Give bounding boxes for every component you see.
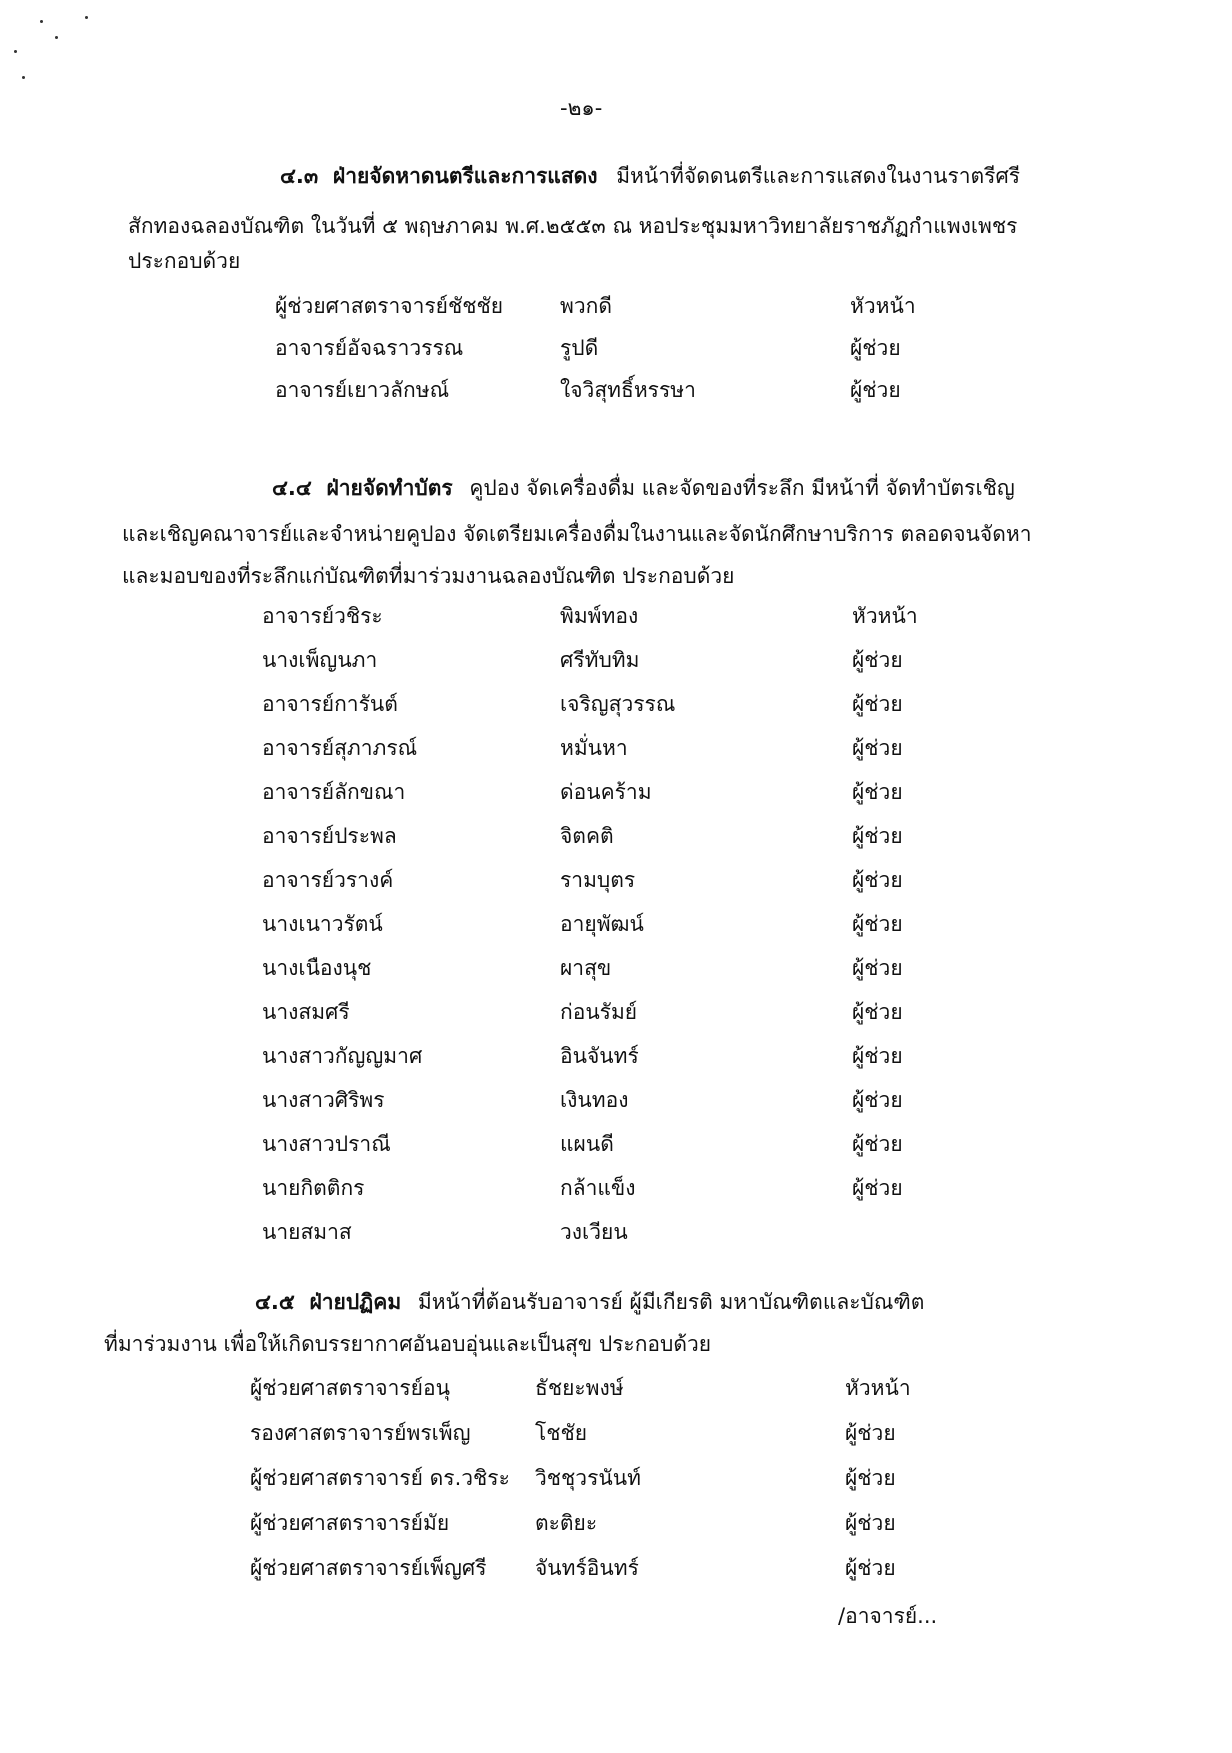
member-role: ผู้ช่วย (852, 1088, 903, 1112)
member-name: นางสาวศิริพร (262, 1088, 385, 1112)
member-role: ผู้ช่วย (845, 1421, 896, 1445)
member-surname: ก่อนรัมย์ (560, 1000, 638, 1024)
member-role: ผู้ช่วย (852, 648, 903, 672)
member-name: นายสมาส (262, 1220, 352, 1244)
member-surname: เงินทอง (560, 1088, 629, 1112)
member-role: ผู้ช่วย (852, 1000, 903, 1024)
scan-speck (55, 36, 58, 39)
member-role: ผู้ช่วย (852, 1044, 903, 1068)
member-surname: จิตคติ (560, 824, 614, 848)
section-4-3-line2: สักทองฉลองบัณฑิต ในวันที่ ๕ พฤษภาคม พ.ศ.๒๕๕๓ ณ หอประชุมมหาวิทยาลัยราชภัฏกำแพงเพชร (128, 214, 1018, 238)
member-surname: กล้าแข็ง (560, 1176, 636, 1200)
member-name: ผู้ช่วยศาสตราจารย์ ดร.วชิระ (250, 1466, 510, 1490)
member-surname: ใจวิสุทธิ์หรรษา (560, 378, 696, 402)
member-name: อาจารย์ลักขณา (262, 780, 406, 804)
scan-speck (14, 50, 17, 53)
member-role: ผู้ช่วย (852, 736, 903, 760)
member-role: ผู้ช่วย (852, 1176, 903, 1200)
member-role: ผู้ช่วย (850, 336, 901, 360)
member-name: อาจารย์ประพล (262, 824, 397, 848)
member-surname: วงเวียน (560, 1220, 628, 1244)
section-4-4-line1 (272, 472, 1015, 505)
scan-speck (40, 20, 43, 23)
member-name: นางสมศรี (262, 1000, 350, 1024)
member-role: ผู้ช่วย (845, 1556, 896, 1580)
section-4-3-line1 (280, 160, 1020, 193)
member-surname: พวกดี (560, 294, 612, 318)
member-name: นางเนืองนุช (262, 956, 372, 980)
member-role: หัวหน้า (852, 604, 918, 628)
member-surname: อายุพัฒน์ (560, 912, 644, 936)
member-surname: อินจันทร์ (560, 1044, 639, 1068)
member-surname: แผนดี (560, 1132, 614, 1156)
member-name: อาจารย์วชิระ (262, 604, 383, 628)
member-role: ผู้ช่วย (852, 956, 903, 980)
section-title: ฝ่ายจัดทำบัตร (326, 476, 453, 500)
section-number: ๔.๓ (280, 164, 319, 188)
section-title: ฝ่ายจัดหาดนตรีและการแสดง (332, 164, 598, 188)
member-name: อาจารย์สุภาภรณ์ (262, 736, 418, 760)
member-surname: ด่อนคร้าม (560, 780, 652, 804)
member-name: อาจารย์การันต์ (262, 692, 398, 716)
member-surname: ธัชยะพงษ์ (535, 1376, 624, 1400)
member-name: นางเนาวรัตน์ (262, 912, 383, 936)
section-4-4-line2: และเชิญคณาจารย์และจำหน่ายคูปอง จัดเตรียมเครื่องดื่มในงานและจัดนักศึกษาบริการ ตลอดจนจัดหา (122, 522, 1032, 546)
member-role: ผู้ช่วย (852, 824, 903, 848)
section-4-4-line3: และมอบของที่ระลึกแก่บัณฑิตที่มาร่วมงานฉลองบัณฑิต ประกอบด้วย (122, 564, 735, 588)
scan-speck (85, 16, 88, 19)
page-number: -๒๑- (560, 96, 603, 120)
section-text: มีหน้าที่จัดดนตรีและการแสดงในงานราตรีศรี (616, 164, 1021, 188)
scan-speck (22, 76, 25, 79)
member-role: ผู้ช่วย (852, 692, 903, 716)
member-role: ผู้ช่วย (845, 1511, 896, 1535)
member-surname: รามบุตร (560, 868, 636, 892)
member-name: นางเพ็ญนภา (262, 648, 378, 672)
section-title: ฝ่ายปฏิคม (309, 1290, 402, 1314)
section-number: ๔.๕ (255, 1290, 295, 1314)
member-surname: รูปดี (560, 336, 599, 360)
continuation-note: /อาจารย์... (838, 1604, 938, 1628)
member-surname: เจริญสุวรรณ (560, 692, 676, 716)
member-role: ผู้ช่วย (850, 378, 901, 402)
member-name: รองศาสตราจารย์พรเพ็ญ (250, 1421, 471, 1445)
member-surname: วิชชุวรนันท์ (535, 1466, 641, 1490)
member-surname: โชชัย (535, 1421, 588, 1445)
section-4-3-line3: ประกอบด้วย (128, 249, 241, 273)
member-name: ผู้ช่วยศาสตราจารย์ชัชชัย (275, 294, 504, 318)
member-name: อาจารย์เยาวลักษณ์ (275, 378, 450, 402)
member-role: ผู้ช่วย (852, 912, 903, 936)
member-name: นางสาวกัญญมาศ (262, 1044, 423, 1068)
member-role: ผู้ช่วย (852, 1132, 903, 1156)
member-name: นางสาวปราณี (262, 1132, 391, 1156)
member-name: อาจารย์วรางค์ (262, 868, 394, 892)
section-number: ๔.๔ (272, 476, 312, 500)
member-surname: หมั่นหา (560, 736, 628, 760)
section-text: มีหน้าที่ต้อนรับอาจารย์ ผู้มีเกียรติ มหาบัณฑิตและบัณฑิต (417, 1290, 925, 1314)
member-surname: ตะติยะ (535, 1511, 598, 1535)
member-name: ผู้ช่วยศาสตราจารย์มัย (250, 1511, 450, 1535)
section-4-5-line1 (255, 1286, 924, 1319)
member-role: ผู้ช่วย (845, 1466, 896, 1490)
member-name: ผู้ช่วยศาสตราจารย์อนุ (250, 1376, 450, 1400)
member-role: หัวหน้า (850, 294, 916, 318)
member-name: อาจารย์อัจฉราวรรณ (275, 336, 464, 360)
member-role: หัวหน้า (845, 1376, 911, 1400)
member-name: ผู้ช่วยศาสตราจารย์เพ็ญศรี (250, 1556, 487, 1580)
member-role: ผู้ช่วย (852, 780, 903, 804)
member-surname: พิมพ์ทอง (560, 604, 639, 628)
section-text: คูปอง จัดเครื่องดื่ม และจัดของที่ระลึก มีหน้าที่ จัดทำบัตรเชิญ (469, 476, 1015, 500)
member-surname: ผาสุข (560, 956, 612, 980)
member-surname: ศรีทับทิม (560, 648, 640, 672)
member-name: นายกิตติกร (262, 1176, 365, 1200)
section-4-5-line2: ที่มาร่วมงาน เพื่อให้เกิดบรรยากาศอันอบอุ่นและเป็นสุข ประกอบด้วย (104, 1332, 712, 1356)
member-surname: จันทร์อินทร์ (535, 1556, 639, 1580)
member-role: ผู้ช่วย (852, 868, 903, 892)
